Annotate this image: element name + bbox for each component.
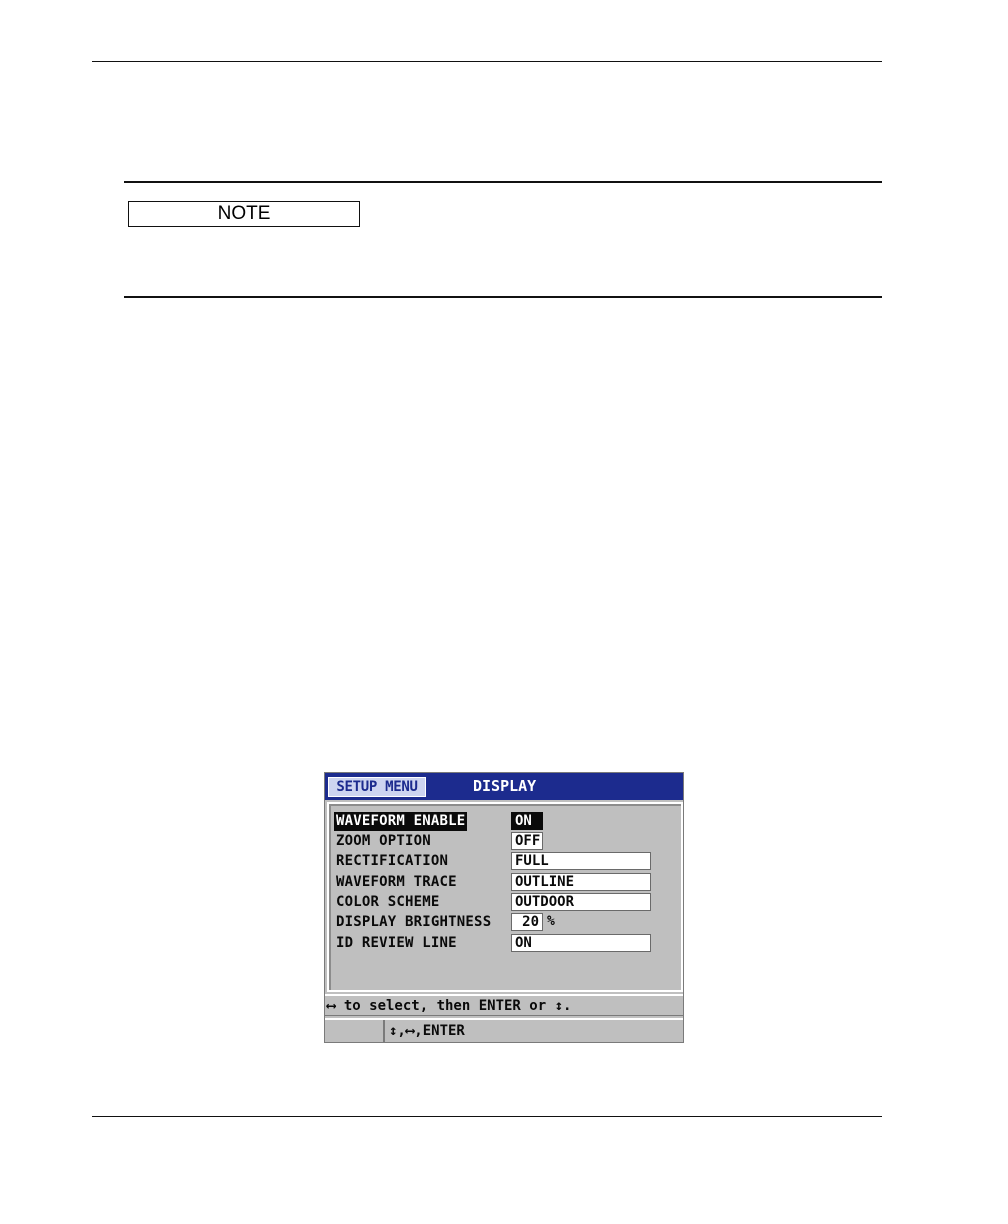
key-footer <box>325 1018 683 1042</box>
display-setup-screen <box>324 772 684 1043</box>
setting-value[interactable]: OUTLINE <box>511 873 651 891</box>
header-rule <box>92 61 882 62</box>
key-hint: ↕,⟷,ENTER <box>389 1023 465 1039</box>
setting-label: WAVEFORM TRACE <box>336 874 457 890</box>
note-top-rule <box>124 181 882 183</box>
setting-label: ZOOM OPTION <box>336 833 431 849</box>
setting-label: COLOR SCHEME <box>336 894 440 910</box>
setting-label: ID REVIEW LINE <box>336 935 457 951</box>
setting-value[interactable]: OUTDOOR <box>511 893 651 911</box>
setting-value[interactable]: OFF <box>511 832 543 850</box>
note-label: NOTE <box>128 201 360 227</box>
percent-unit: % <box>547 914 555 929</box>
footer-blank-cell <box>325 1020 385 1042</box>
setting-value[interactable]: ON <box>511 812 543 830</box>
title-bar <box>325 773 683 800</box>
setup-menu-tab[interactable]: SETUP MENU <box>328 777 426 797</box>
setting-value[interactable]: 20 <box>511 913 543 931</box>
screen-title: DISPLAY <box>473 777 537 795</box>
setting-value[interactable]: FULL <box>511 852 651 870</box>
settings-panel <box>327 802 683 992</box>
setting-label: RECTIFICATION <box>336 853 449 869</box>
setting-label: WAVEFORM ENABLE <box>336 813 466 829</box>
footer-rule <box>92 1116 882 1117</box>
setting-label: DISPLAY BRIGHTNESS <box>336 914 492 930</box>
note-bottom-rule <box>124 296 882 298</box>
setting-value[interactable]: ON <box>511 934 651 952</box>
help-hint-bar: ⟷ to select, then ENTER or ↕. <box>325 994 683 1016</box>
